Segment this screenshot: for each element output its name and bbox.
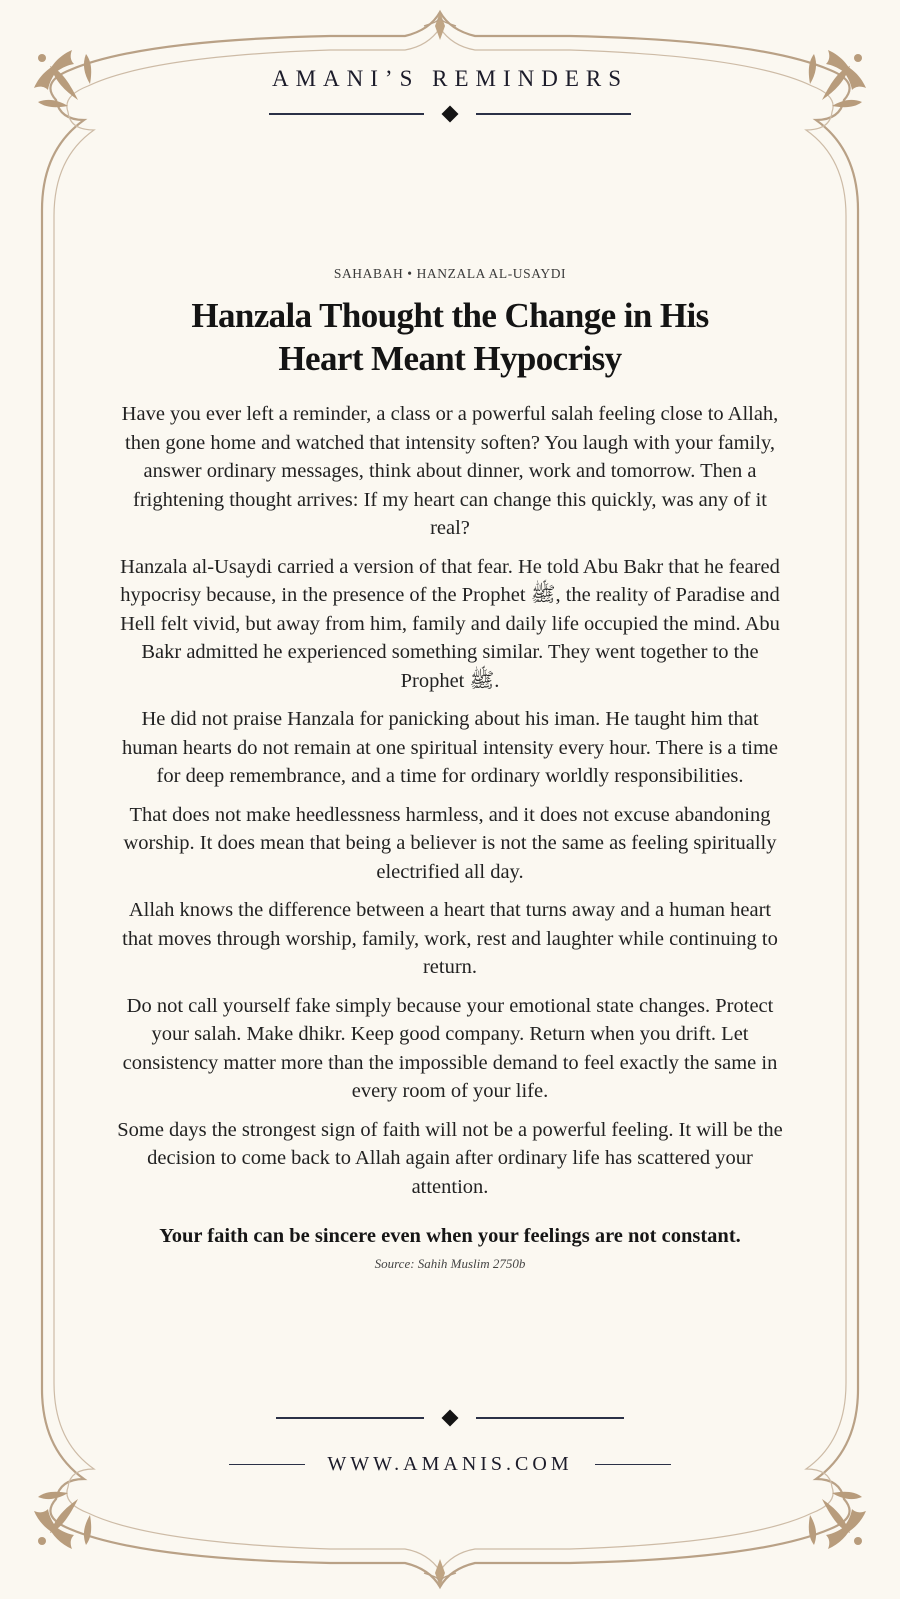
title-line-1: Hanzala Thought the Change in His [191, 296, 709, 335]
corner-fleur-bottom-left-icon [34, 1492, 91, 1549]
paragraph-4: That does not make heedlessness harmless, and it does not excuse abandoning worship. It does mean that being a believer is not the same as feeling spiritually electrified all day. [123, 803, 777, 883]
footer [0, 1453, 900, 1476]
divider-line-right [476, 113, 631, 115]
paragraph-7: Some days the strongest sign of faith will not be a powerful feeling. It will be the decision to come back to Allah again after ordinary life has scattered your attention. [117, 1118, 783, 1198]
paragraph-3: He did not praise Hanzala for panicking about his iman. He taught him that human hearts do not remain at one spiritual intensity every hour. There is a time for deep remembrance, and a time for ordinary worldly responsibilities. [121, 708, 779, 787]
closing-statement: Your faith can be sincere even when your feelings are not constant. [159, 1225, 741, 1247]
divider-line-right [476, 1417, 624, 1419]
divider-line-left [276, 1417, 424, 1419]
divider-line-left [269, 113, 424, 115]
paragraph-2: Hanzala al-Usaydi carried a version of that fear. He told Abu Bakr that he feared hypocrisy because, in the presence of the Prophet ﷺ, the reality of Paradise and Hell felt vivid, but away from him, family and daily life occupied the mind. Abu Bakr admitted he experienced something similar. They went together to the Prophet ﷺ. [120, 555, 780, 692]
footer-line-left [229, 1464, 305, 1466]
source-citation: Source: Sahih Muslim 2750b [374, 1256, 526, 1271]
article-kicker: SAHABAH • HANZALA AL-USAYDI [333, 266, 567, 281]
diamond-divider-icon [442, 1410, 459, 1427]
footer-line-right [595, 1464, 671, 1466]
website-link[interactable]: WWW.AMANIS.COM [327, 1453, 573, 1475]
paragraph-5: Allah knows the difference between a heart that turns away and a human heart that moves through worship, family, work, rest and laughter while continuing to return. [122, 899, 778, 978]
article [115, 266, 785, 1272]
title-line-2: Heart Meant Hypocrisy [278, 339, 622, 378]
article-title [115, 294, 785, 380]
corner-fleur-bottom-right-icon [809, 1492, 866, 1549]
paragraph-6: Do not call yourself fake simply because your emotional state changes. Protect your salah. Make dhikr. Keep good company. Return when you drift. Let consistency matter more than the impossible demand to feel exactly the same in every room of your life. [122, 994, 778, 1102]
paragraph-1: Have you ever left a reminder, a class or a powerful salah feeling close to Allah, then gone home and watched that intensity soften? You laugh with your family, answer ordinary messages, think about dinner, work and tomorrow. Then a frightening thought arrives: If my heart can change this quickly, was any of it real? [121, 403, 779, 539]
brand-title: AMANI’S REMINDERS [271, 66, 629, 91]
header-divider [0, 108, 900, 120]
footer-divider [0, 1412, 900, 1424]
diamond-divider-icon [442, 106, 459, 123]
